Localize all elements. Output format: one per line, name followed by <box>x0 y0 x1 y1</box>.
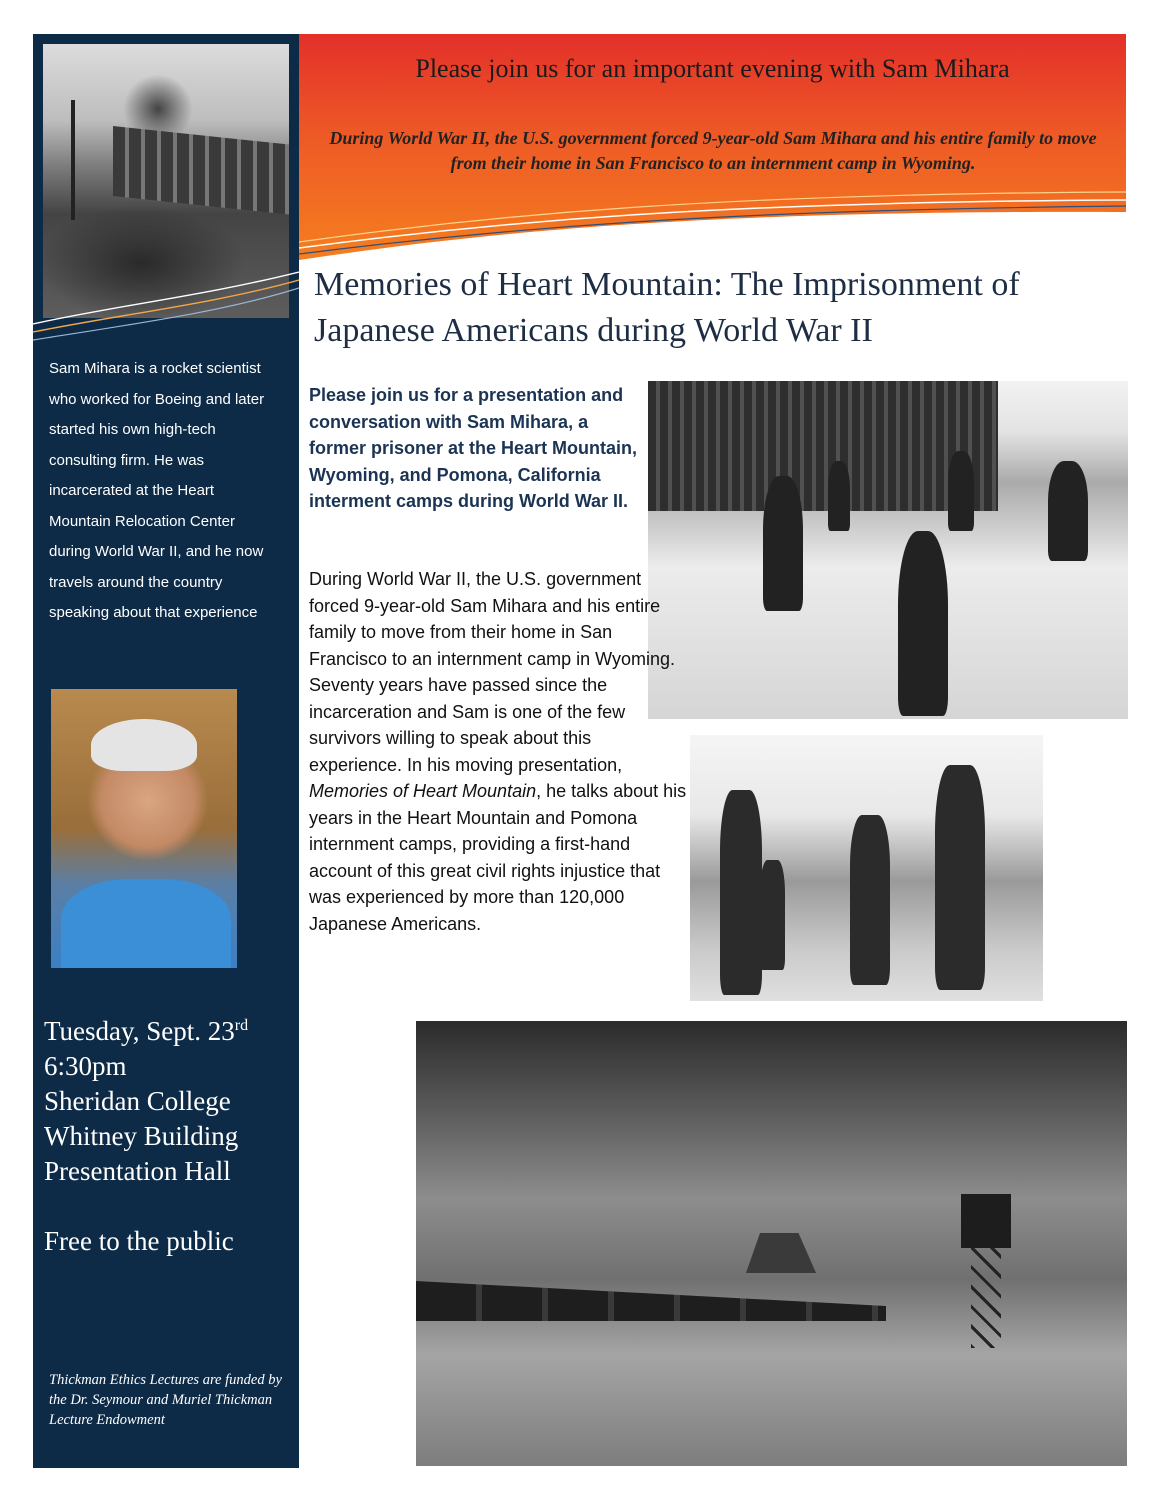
lead-paragraph: Please join us for a presentation and conversation with Sam Mihara, a former prisoner at the Heart Mountain, Wyoming, and Pomona, California interment camps during World War II. <box>309 385 638 511</box>
presentation-title: Memories of Heart Mountain <box>309 781 537 801</box>
banner-subtitle: During World War II, the U.S. government forced 9-year-old Sam Mihara and his entire family to move from their home in San Francisco to an internment camp in Wyoming. <box>329 128 1097 173</box>
banner-title: Please join us for an important evening with Sam Mihara <box>415 54 1010 83</box>
event-details <box>44 1008 294 1259</box>
speaker-bio: Sam Mihara is a rocket scientist who worked for Boeing and later started his own high-tech consulting firm. He was incarcerated at the Heart Mountain Relocation Center during World War II, and he now travels around the country speaking about that experience <box>49 360 265 621</box>
date-suffix: rd <box>234 1017 249 1034</box>
family-at-fence-photo <box>690 735 1043 1001</box>
body-paragraph: During World War II, the U.S. government forced 9-year-old Sam Mihara and his entire family to move from their home in San Francisco to an internment camp in Wyoming. Seventy years have passed since the incarceration and Sam is one of the few survivors willing to speak about this experience. In his moving presentation, Memories of Heart Mountain, he talks about his years in the Heart Mountain and Pomona internment camps, providing a first-hand account of this great civil rights injustice that was experienced by more than 120,000 Japanese Americans. <box>309 569 687 934</box>
camp-landscape-photo <box>416 1021 1127 1466</box>
page-title: Memories of Heart Mountain: The Imprisonment of Japanese Americans during World War II <box>314 266 1020 349</box>
event-venue-college: Sheridan College <box>44 1086 231 1116</box>
event-time: 6:30pm <box>44 1051 127 1081</box>
funding-note: Thickman Ethics Lectures are funded by the Dr. Seymour and Muriel Thickman Lecture Endowment <box>49 1372 282 1428</box>
header-banner <box>299 34 1126 264</box>
event-venue-building: Whitney Building <box>44 1121 239 1151</box>
event-date: Tuesday, Sept. 23rd <box>44 1016 249 1046</box>
sidebar <box>33 34 299 1468</box>
decorative-swoosh <box>33 266 299 346</box>
children-playing-photo <box>648 381 1128 719</box>
speaker-portrait <box>51 689 237 968</box>
event-admission: Free to the public <box>44 1226 234 1256</box>
event-venue-hall: Presentation Hall <box>44 1156 231 1186</box>
